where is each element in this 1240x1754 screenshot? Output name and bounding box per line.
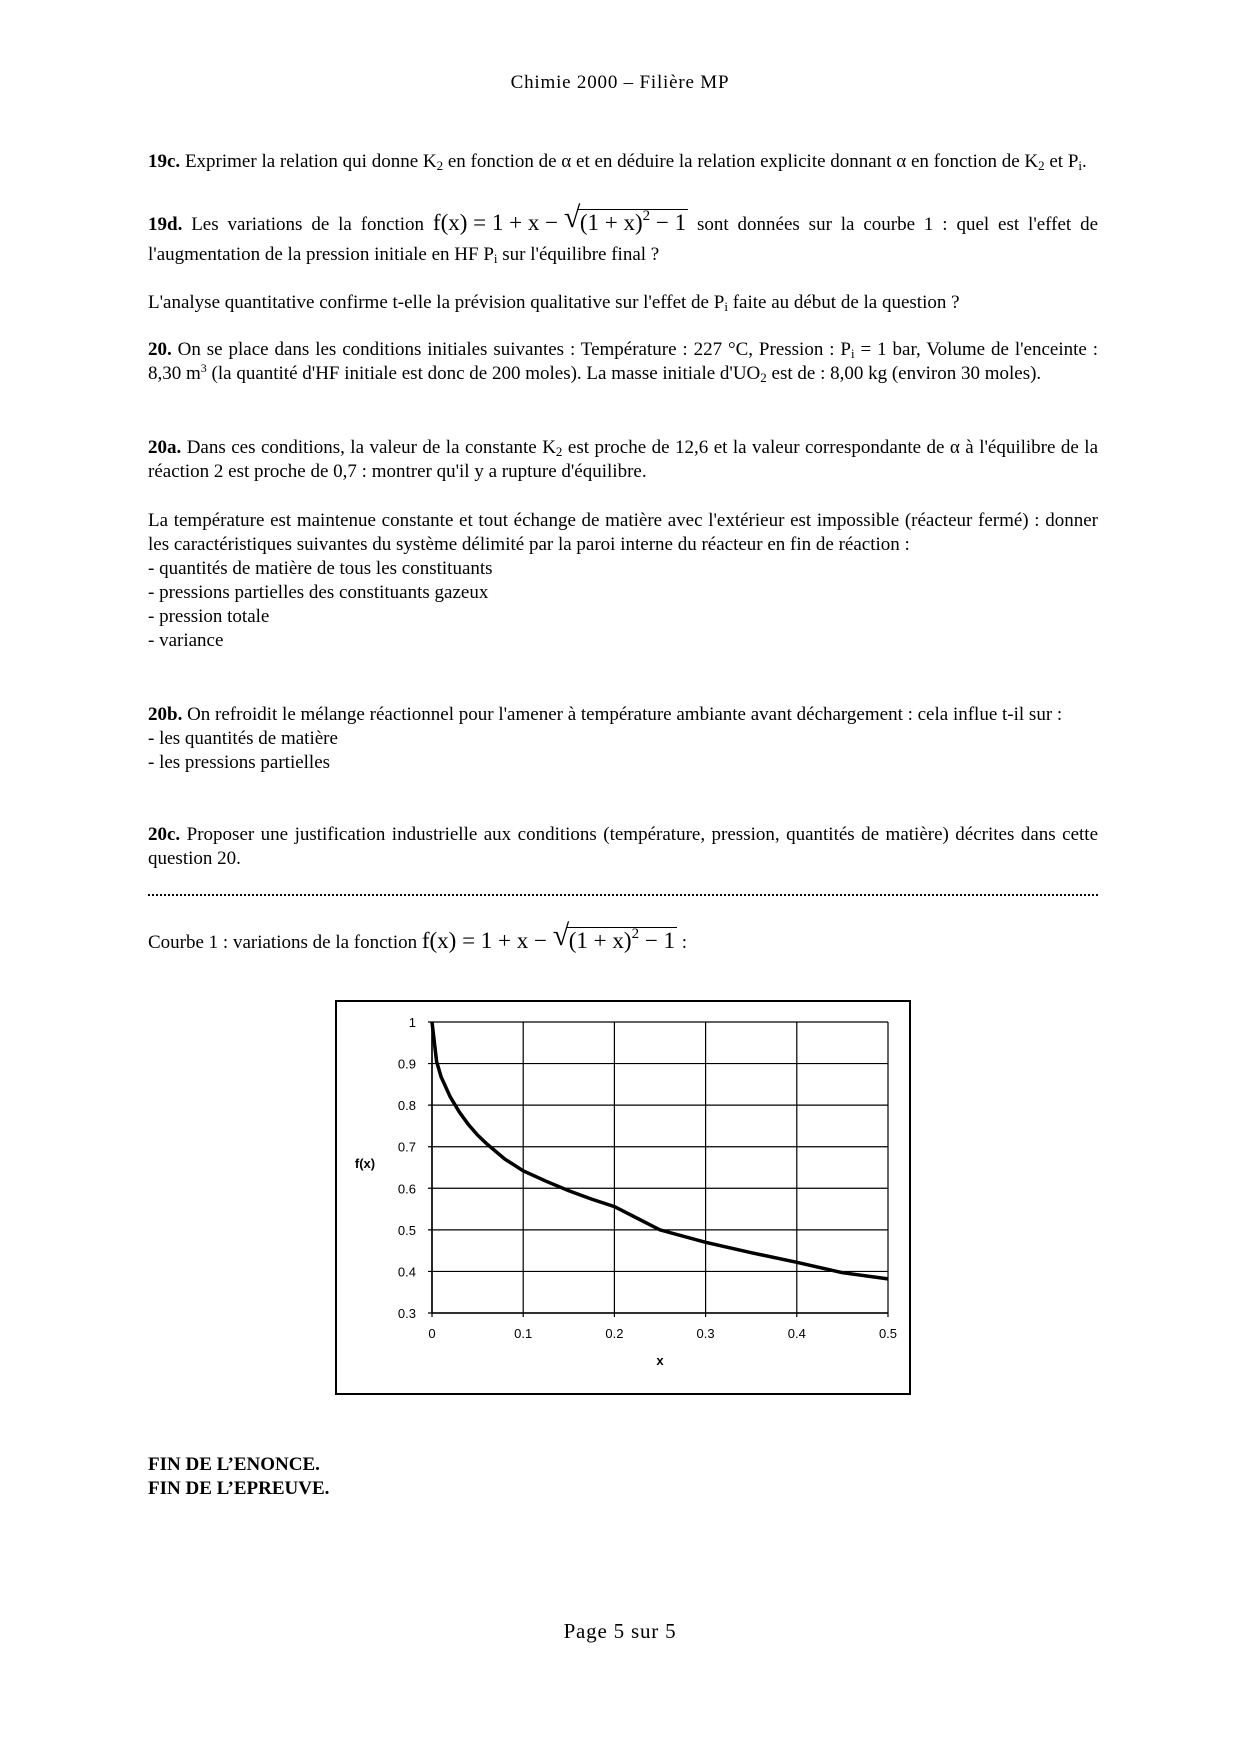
formula-f (432, 201, 688, 238)
subscript: i (1078, 158, 1083, 173)
x-axis-label: x (656, 1353, 664, 1368)
subscript: i (850, 346, 855, 361)
page-header: Chimie 2000 – Filière MP (510, 72, 730, 93)
question-20a-details (148, 509, 1098, 653)
text: . (1082, 151, 1087, 172)
subscript: 2 (1038, 158, 1045, 173)
question-20a (148, 436, 1098, 484)
text: faite au début de la question ? (727, 292, 960, 313)
radical-sign: √ (563, 201, 581, 234)
text: L'analyse quantitative confirme t-elle la prévision qualitative sur l'effet de P (148, 292, 725, 313)
data-series-line (432, 1022, 888, 1279)
curve-1-chart (335, 1000, 911, 1395)
y-tick-label: 0.5 (397, 1222, 416, 1238)
question-19d-followup (148, 291, 1098, 315)
formula-part: (1 + x) (568, 928, 632, 953)
y-tick-label: 0.8 (397, 1098, 416, 1114)
chart-grid (428, 1022, 888, 1317)
question-19c (148, 150, 1098, 174)
end-statement: FIN DE L’ENONCE. (148, 1454, 320, 1475)
formula-f (421, 919, 677, 956)
subscript: i (493, 251, 498, 266)
text: est de : 8,00 kg (environ 30 moles). (766, 363, 1042, 384)
subscript: 2 (760, 370, 767, 385)
x-tick-label: 0.2 (605, 1326, 624, 1341)
list-item: - variance (148, 630, 224, 651)
subscript: 2 (436, 158, 444, 173)
question-20 (148, 338, 1098, 386)
radical-sign: √ (552, 919, 570, 952)
text: sur l'équilibre final ? (497, 244, 660, 265)
text: On refroidit le mélange réactionnel pour l'amener à température ambiante avant déchargement : cela influe t-il sur : (182, 704, 1063, 725)
y-tick-label: 0.3 (397, 1306, 416, 1321)
question-number: 20. (148, 339, 172, 360)
x-tick-label: 0.1 (514, 1326, 533, 1341)
intro-text: La température est maintenue constante et tout échange de matière avec l'extérieur est impossible (réacteur fermé) : donner les caractéristiques suivantes du système délimité par la paroi interne du réacteur en fin de réaction : (148, 510, 1098, 555)
subscript: i (724, 299, 728, 314)
text: : (677, 932, 688, 953)
text: sont données sur la courbe 1 : quel est l'effet de l'augmentation de la pression initiale en HF P (148, 214, 1099, 265)
x-tick-label: 0 (428, 1326, 436, 1341)
formula-part: (1 + x) (579, 210, 643, 235)
page-footer: Page 5 sur 5 (563, 1619, 677, 1643)
subscript: 2 (555, 444, 563, 459)
list-item: - pressions partielles des constituants gazeux (148, 582, 489, 603)
x-tick-label: 0.4 (787, 1326, 806, 1341)
text: et P (1044, 151, 1079, 172)
text: en fonction de α et en déduire la relation explicite donnant α en fonction de K (443, 151, 1039, 172)
list-item: - quantités de matière de tous les constituants (148, 558, 493, 579)
end-exam: FIN DE L’EPREUVE. (148, 1478, 330, 1499)
exponent: 2 (631, 926, 640, 942)
text: Proposer une justification industrielle aux conditions (température, pression, quantités de matière) décrites dans cette question 20. (148, 824, 1098, 869)
exponent: 2 (642, 208, 651, 224)
formula-part: f(x) = 1 + x − (432, 210, 564, 235)
text: Les variations de la fonction (182, 214, 433, 235)
list-item: - les quantités de matière (148, 728, 338, 749)
question-20b (148, 703, 1098, 775)
y-tick-label: 0.9 (397, 1056, 416, 1072)
text: On se place dans les conditions initiales suivantes : Température : 227 °C, Pression : P (171, 339, 851, 360)
list-item: - les pressions partielles (148, 752, 331, 773)
y-tick-label: 0.4 (397, 1264, 416, 1280)
y-tick-label: 1 (408, 1015, 416, 1030)
text: = 1 bar, Volume de l'enceinte : 8,30 m (148, 339, 1098, 384)
x-tick-label: 0.3 (696, 1326, 715, 1341)
x-tick-label: 0.5 (878, 1326, 898, 1341)
sqrt-symbol (563, 201, 688, 238)
y-tick-label: 0.6 (397, 1181, 416, 1197)
sqrt-symbol (552, 919, 677, 956)
formula-part: f(x) = 1 + x − (421, 928, 553, 953)
superscript: 3 (200, 361, 207, 375)
question-number: 20a. (148, 437, 182, 458)
question-number: 19d. (148, 214, 183, 235)
question-number: 20b. (148, 704, 183, 725)
formula-part: − 1 (639, 928, 676, 953)
dotted-separator (148, 892, 1098, 896)
question-19d (148, 201, 1099, 270)
formula-part: − 1 (650, 210, 687, 235)
text: Courbe 1 : variations de la fonction (148, 932, 422, 953)
y-tick-label: 0.7 (397, 1139, 416, 1155)
text: Dans ces conditions, la valeur de la constante K (181, 437, 556, 458)
y-axis-label: f(x) (354, 1156, 376, 1171)
text: (la quantité d'HF initiale est donc de 200 moles). La masse initiale d'UO (206, 363, 761, 384)
text: est proche de 12,6 et la valeur correspondante de α à l'équilibre de la réaction 2 est proche de 0,7 : montrer qu'il y a rupture d'équilibre. (148, 437, 1098, 482)
question-number: 19c. (148, 151, 181, 172)
question-number: 20c. (148, 824, 181, 845)
question-20c (148, 823, 1098, 871)
text: Exprimer la relation qui donne K (180, 151, 437, 172)
curve-caption (148, 919, 688, 958)
list-item: - pression totale (148, 606, 270, 627)
